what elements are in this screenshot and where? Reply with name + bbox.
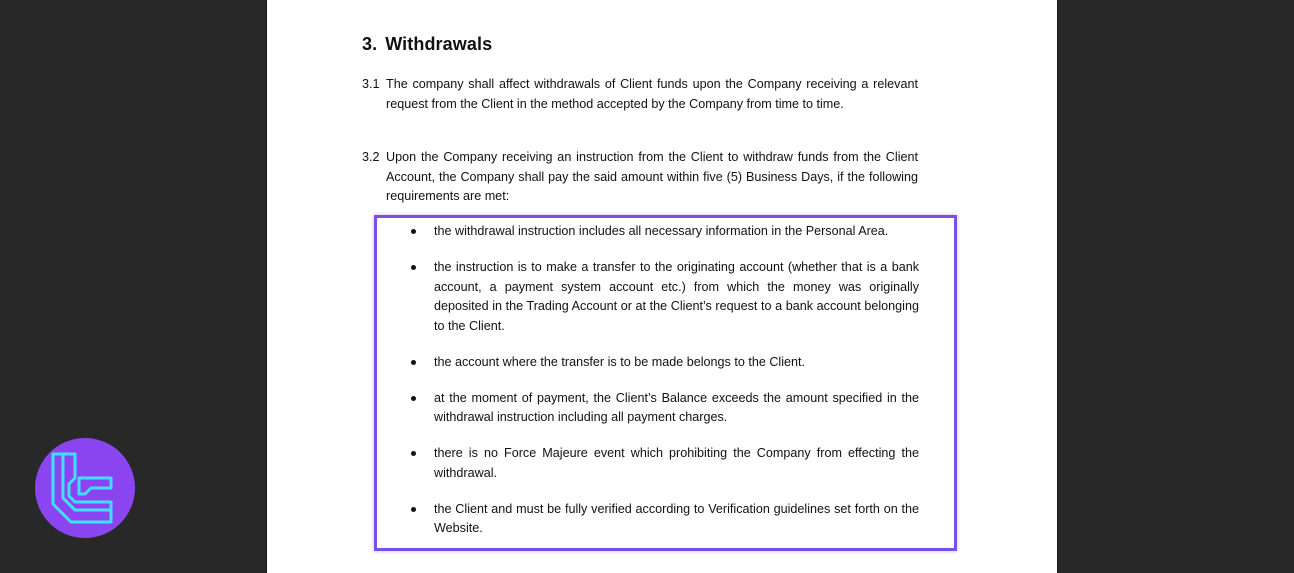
bullet-icon — [411, 229, 416, 234]
list-item — [408, 258, 919, 336]
list-item — [408, 444, 919, 483]
clause-text: Upon the Company receiving an instruction from the Client to withdraw funds from the Client Account, the Company shall pay the said amount within five (5) Business Days, if the following requirements are met: — [386, 150, 918, 203]
list-item-text: the withdrawal instruction includes all necessary information in the Personal Area. — [434, 224, 889, 238]
clause-text: The company shall affect withdrawals of Client funds upon the Company receiving a relevant request from the Client in the method accepted by the Company from time to time. — [386, 77, 918, 111]
list-item — [408, 389, 919, 428]
bullet-icon — [411, 265, 416, 270]
list-item — [408, 500, 919, 539]
bullet-icon — [411, 451, 416, 456]
section-title: Withdrawals — [385, 34, 493, 54]
requirements-list — [408, 222, 919, 555]
list-item-text: the Client and must be fully verified according to Verification guidelines set forth on the Website. — [434, 501, 919, 535]
clause-number: 3.2 — [362, 150, 380, 164]
clause-3-1 — [362, 75, 918, 114]
list-item-text: the instruction is to make a transfer to the originating account (whether that is a bank account, a payment system account etc.) from which the money was originally deposited in the Trading Account or at the Client’s request to a bank account belonging to the Client. — [434, 260, 919, 333]
bullet-icon — [411, 360, 416, 365]
clause-3-2 — [362, 148, 918, 207]
section-heading — [362, 34, 492, 55]
bullet-icon — [411, 507, 416, 512]
list-item-text: at the moment of payment, the Client’s Balance exceeds the amount specified in the withdrawal instruction including all payment charges. — [434, 390, 919, 424]
clause-number: 3.1 — [362, 77, 380, 91]
list-item-text: there is no Force Majeure event which prohibiting the Company from effecting the withdrawal. — [434, 446, 919, 480]
list-item-text: the account where the transfer is to be made belongs to the Client. — [434, 354, 806, 369]
tradingfinder-logo-icon — [35, 438, 135, 538]
logo-glyph-icon — [35, 438, 135, 538]
list-item — [408, 222, 919, 242]
section-number: 3. — [362, 34, 378, 54]
document-page — [266, 0, 1058, 573]
bullet-icon — [411, 396, 416, 401]
list-item — [408, 353, 919, 373]
